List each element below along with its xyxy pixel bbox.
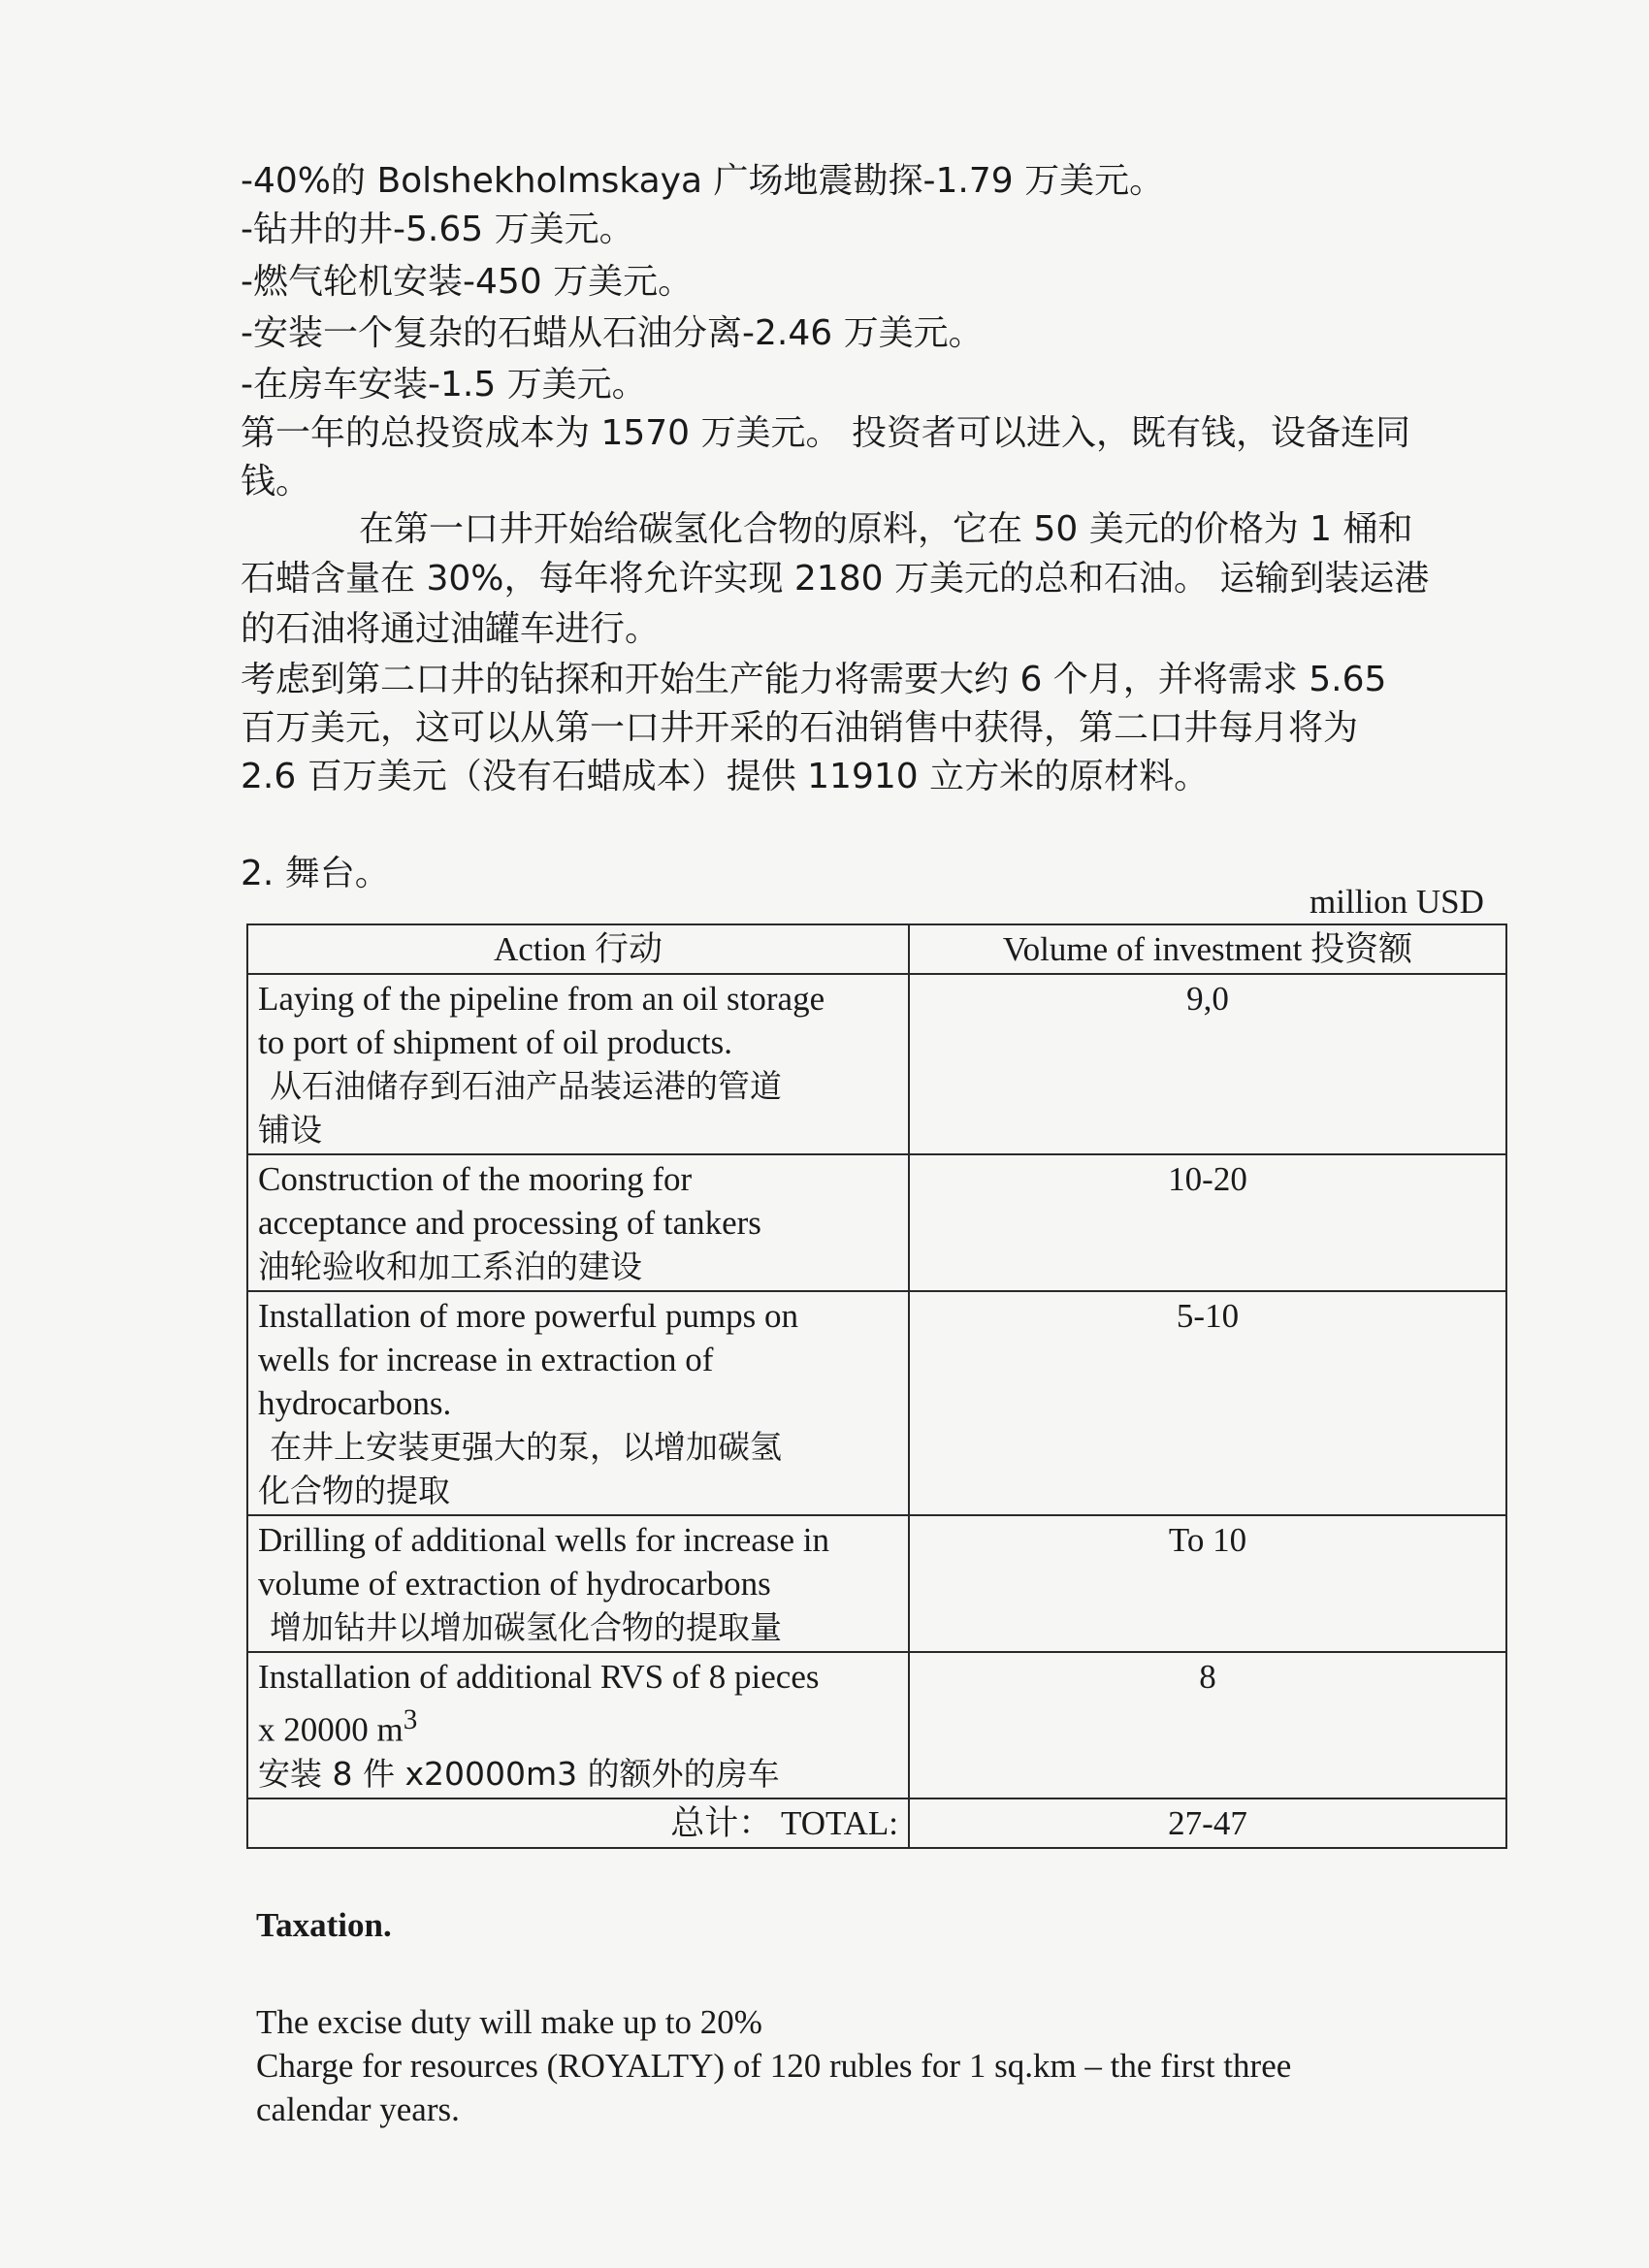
action-cell [247,1291,909,1515]
table-row [247,1154,1506,1291]
taxation-line-1: The excise duty will make up to 20% [256,2003,762,2041]
intro-line-3: -燃气轮机安装-450 万美元。 [241,262,694,302]
action-cell [247,974,909,1154]
taxation-heading: Taxation. [256,1906,392,1944]
table-unit-label: million USD [1310,883,1484,921]
action-en-line: hydrocarbons. [258,1384,452,1422]
table-header-row [247,924,1506,974]
action-en-line: Construction of the mooring for [258,1160,693,1198]
header-volume: Volume of investment 投资额 [909,924,1506,974]
action-en-line: volume of extraction of hydrocarbons [258,1565,771,1603]
intro-line-2: -钻井的井-5.65 万美元。 [241,210,634,249]
action-cn-line: 化合物的提取 [258,1472,450,1509]
intro-line-4: -安装一个复杂的石蜡从石油分离-2.46 万美元。 [241,313,984,353]
action-cn-line: 铺设 [258,1111,322,1149]
intro-line-6: 第一年的总投资成本为 1570 万美元。 投资者可以进入，既有钱，设备连同 [241,413,1410,453]
action-cell [247,1154,909,1291]
table-row [247,974,1506,1154]
volume-cell: 8 [909,1652,1506,1798]
total-label: 总计： TOTAL: [247,1798,909,1848]
action-cn-line: 增加钻井以增加碳氢化合物的提取量 [270,1608,782,1646]
intro-line-5: -在房车安装-1.5 万美元。 [241,365,647,405]
volume-cell: 5-10 [909,1291,1506,1515]
action-en-line [258,1699,898,1752]
action-en-line: to port of shipment of oil products. [258,1023,732,1061]
intro-line-9: 石蜡含量在 30%，每年将允许实现 2180 万美元的总和石油。 运输到装运港 [241,559,1430,599]
taxation-line-3: calendar years. [256,2090,460,2128]
table-row [247,1515,1506,1652]
total-value: 27-47 [909,1798,1506,1848]
header-action: Action 行动 [247,924,909,974]
volume-text: x 20000 m [258,1710,404,1749]
action-en-line: Installation of additional RVS of 8 pieces [258,1658,820,1696]
action-cell [247,1652,909,1798]
intro-line-12: 百万美元，这可以从第一口井开采的石油销售中获得，第二口井每月将为 [241,708,1359,748]
action-en-line: acceptance and processing of tankers [258,1204,761,1242]
action-cn-line: 在井上安装更强大的泵，以增加碳氢 [270,1428,782,1466]
intro-line-8: 在第一口井开始给碳氢化合物的原料，它在 50 美元的价格为 1 桶和 [359,509,1413,549]
action-en-line: Laying of the pipeline from an oil storage [258,980,825,1018]
intro-line-1: -40%的 Bolshekholmskaya 广场地震勘探-1.79 万美元。 [241,161,1165,201]
action-cn-line: 从石油储存到石油产品装运港的管道 [270,1067,782,1105]
table-row [247,1652,1506,1798]
action-en-line: Drilling of additional wells for increase in [258,1521,830,1559]
intro-line-10: 的石油将通过油罐车进行。 [241,609,661,649]
intro-line-7: 钱。 [241,462,311,502]
investment-table [246,923,1507,1849]
action-cell [247,1515,909,1652]
action-en-line: Installation of more powerful pumps on [258,1297,798,1335]
intro-line-11: 考虑到第二口井的钻探和开始生产能力将需要大约 6 个月，并将需求 5.65 [241,660,1387,699]
stage-heading: 2. 舞台。 [241,854,390,893]
volume-cell: 9,0 [909,974,1506,1154]
action-en-line: wells for increase in extraction of [258,1341,714,1378]
action-cn-line: 油轮验收和加工系泊的建设 [258,1247,642,1285]
taxation-line-2: Charge for resources (ROYALTY) of 120 rubles for 1 sq.km – the first three [256,2047,1292,2085]
volume-cell: To 10 [909,1515,1506,1652]
cubic-superscript: 3 [403,1704,418,1735]
action-cn-line: 安装 8 件 x20000m3 的额外的房车 [258,1754,780,1793]
volume-cell: 10-20 [909,1154,1506,1291]
table-total-row [247,1798,1506,1848]
intro-line-13: 2.6 百万美元（没有石蜡成本）提供 11910 立方米的原材料。 [241,757,1210,796]
table-row [247,1291,1506,1515]
